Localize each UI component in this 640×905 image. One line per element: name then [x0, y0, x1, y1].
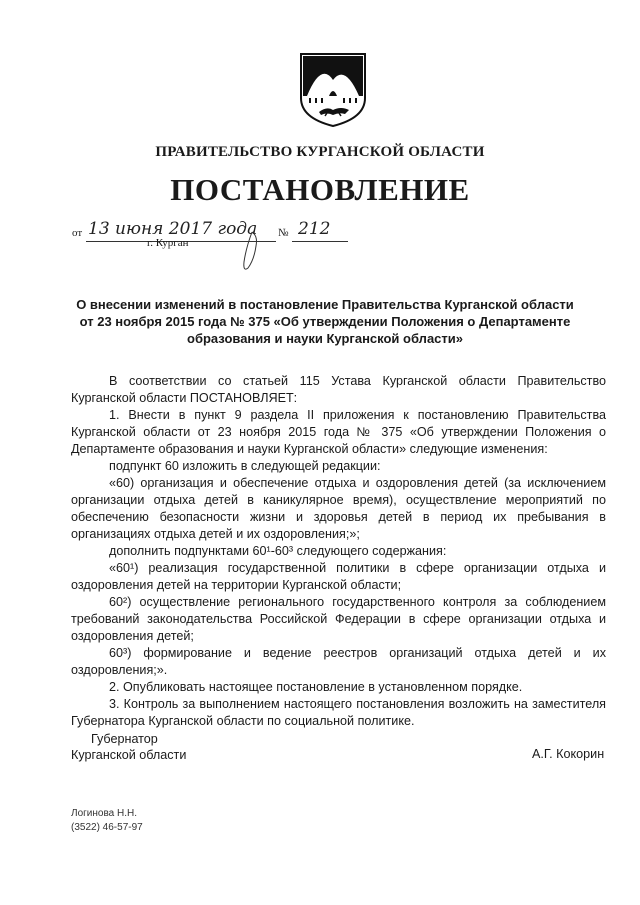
- government-title: ПРАВИТЕЛЬСТВО КУРГАНСКОЙ ОБЛАСТИ: [155, 144, 485, 160]
- number-underline: [292, 241, 348, 242]
- body-paragraph: 1. Внести в пункт 9 раздела II приложения к постановлению Правительства Курганской области от 23 ноября 2015 года № 375 «Об утверждении Положения о Департаменте образования и науки Курганской области» следующие изменения:: [71, 408, 606, 456]
- number-label: №: [278, 227, 289, 239]
- signer-title-line: Губернатор: [91, 732, 158, 746]
- handwritten-number: 212: [298, 219, 331, 239]
- executor-name: Логинова Н.Н.: [71, 808, 137, 819]
- from-label: от: [72, 227, 83, 239]
- executor-phone: (3522) 46-57-97: [71, 822, 143, 833]
- body-paragraph: 60³) формирование и ведение реестров организаций отдыха детей и их оздоровления;».: [71, 646, 606, 677]
- body-paragraph: 2. Опубликовать настоящее постановление в установленном порядке.: [109, 680, 523, 694]
- document-body: [71, 373, 606, 730]
- signer-name: А.Г. Кокорин: [532, 747, 605, 761]
- city-label: г. Курган: [147, 237, 189, 249]
- body-paragraph: 3. Контроль за выполнением настоящего постановления возложить на заместителя Губернатора Курганской области по социальной политике.: [71, 697, 606, 728]
- body-paragraph: подпункт 60 изложить в следующей редакции:: [109, 459, 381, 473]
- signer-title: [71, 731, 186, 763]
- document-type: ПОСТАНОВЛЕНИЕ: [170, 172, 470, 207]
- heading-line: образования и науки Курганской области»: [187, 331, 463, 346]
- document-heading: [60, 296, 590, 347]
- signer-title-line: Курганской области: [71, 748, 187, 762]
- body-paragraph: «60) организация и обеспечение отдыха и оздоровления детей (за исключением организации отдыха детей в каникулярное время), осуществление мероприятий по обеспечению безопасности жизни и здоровья детей в период их пребывания в организациях отдыха детей и их оздоровления;»;: [71, 476, 606, 541]
- body-paragraph: В соответствии со статьей 115 Устава Курганской области Правительство Курганской области ПОСТАНОВЛЯЕТ:: [71, 374, 606, 405]
- body-paragraph: 60²) осуществление регионального государственного контроля за соблюдением требований законодательства Российской Федерации в сфере организации отдыха и оздоровления детей;: [71, 595, 606, 643]
- handwritten-date: 13 июня 2017 года: [88, 219, 258, 239]
- body-paragraph: «60¹) реализация государственной политики в сфере организации отдыха и оздоровления детей на территории Курганской области;: [71, 561, 606, 592]
- executor-info: [71, 807, 143, 835]
- coat-of-arms-icon: [299, 52, 367, 128]
- heading-line: от 23 ноября 2015 года № 375 «Об утверждении Положения о Департаменте: [79, 314, 571, 329]
- heading-line: О внесении изменений в постановление Правительства Курганской области: [76, 297, 574, 312]
- body-paragraph: дополнить подпунктами 60¹-60³ следующего содержания:: [109, 544, 447, 558]
- handwritten-mark: [222, 228, 282, 278]
